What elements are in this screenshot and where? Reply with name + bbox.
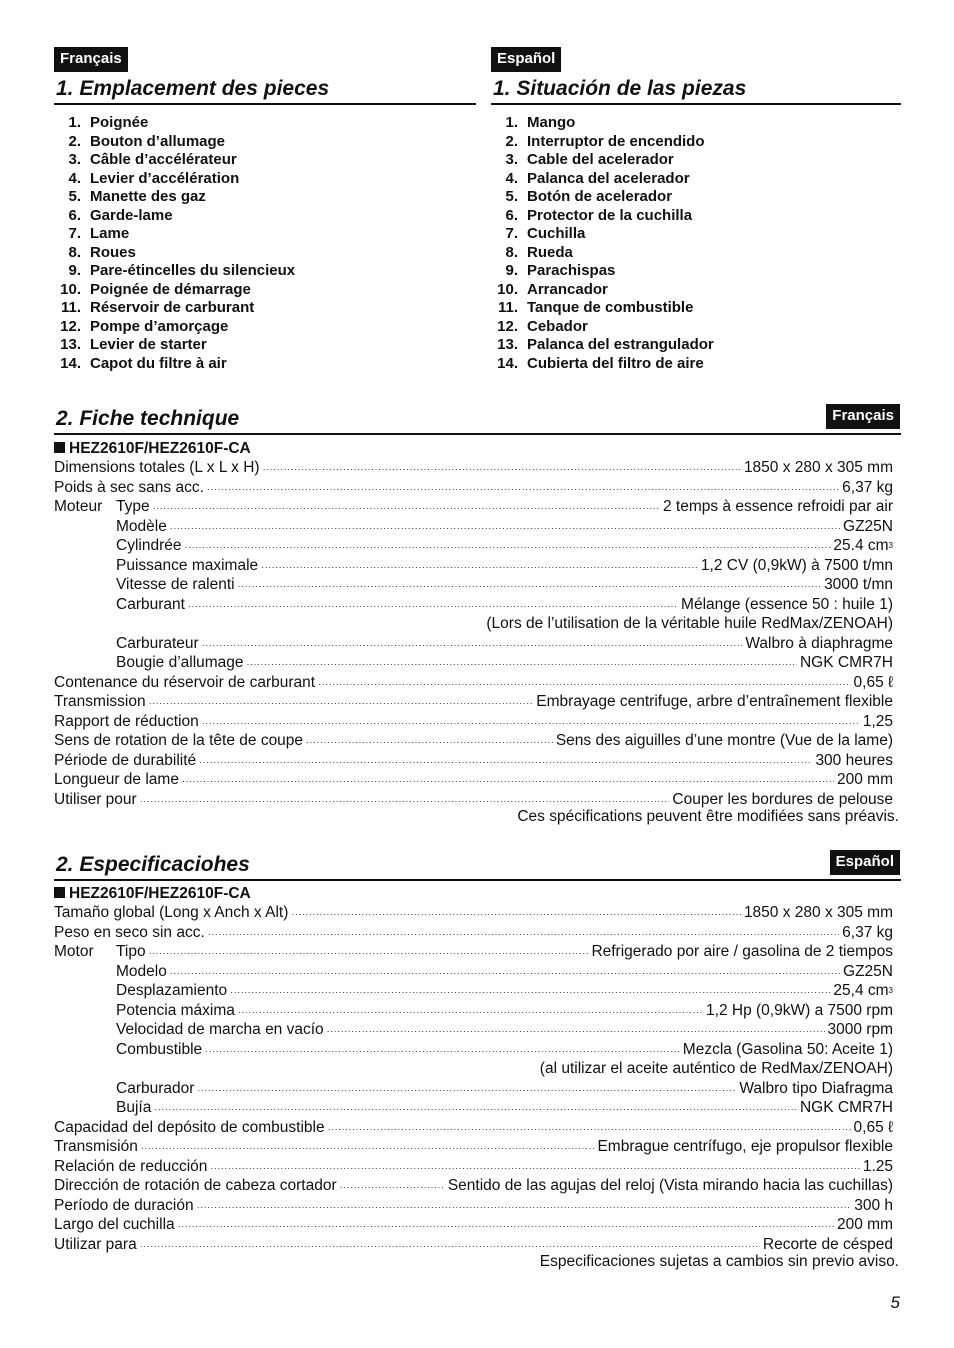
item-number: 2.	[505, 132, 518, 150]
spec-value-text: Sens des aiguilles d’une montre (Vue de la lame)	[555, 732, 893, 749]
spec-label: Dimensions totales (L x L x H)	[54, 459, 260, 476]
spec-value	[842, 478, 893, 498]
dot-leader	[178, 1217, 834, 1237]
spec-value	[706, 1001, 893, 1021]
spec-row	[54, 751, 893, 771]
list-item	[55, 207, 295, 226]
item-label: Palanca del acelerador	[527, 169, 690, 187]
item-number: 3.	[68, 151, 81, 168]
spec-row	[54, 962, 893, 982]
dot-leader	[247, 655, 797, 675]
dot-leader	[340, 1178, 445, 1198]
spec-heading-french: 2. Fiche technique	[56, 407, 240, 430]
spec-row	[54, 614, 893, 634]
spec-row	[54, 634, 893, 654]
item-number: 3.	[505, 151, 518, 168]
item-label: Cuchilla	[527, 225, 586, 242]
item-label: Pompe d’amorçage	[90, 317, 229, 335]
spec-label: Bujía	[116, 1099, 152, 1116]
item-number: 7.	[68, 225, 81, 242]
spec-label: Période de durabilité	[54, 751, 197, 769]
item-number: 7.	[505, 225, 518, 242]
spec-row	[54, 595, 893, 615]
item-number: 12.	[497, 317, 518, 335]
spec-row	[54, 1001, 893, 1021]
spec-value-text: Sentido de las agujas del reloj (Vista mirando hacia las cuchillas)	[447, 1177, 893, 1194]
list-item	[55, 244, 295, 263]
spec-value-text: 2 temps à essence refroidi par air	[662, 498, 893, 515]
spec-row	[54, 458, 893, 478]
item-label: Manette des gaz	[90, 188, 206, 205]
heading-rule	[54, 433, 901, 435]
spec-value-text: Embrayage centrifuge, arbre d’entraînement flexible	[536, 693, 893, 710]
spec-row	[54, 1098, 893, 1118]
item-number: 9.	[505, 262, 518, 279]
superscript: 3	[888, 986, 893, 995]
item-number: 5.	[68, 188, 81, 205]
list-item	[55, 318, 295, 337]
item-label: Tanque de combustible	[527, 299, 694, 316]
spec-row	[54, 517, 893, 537]
heading-rule	[491, 103, 901, 105]
spec-table-french	[54, 458, 893, 809]
spec-heading-spanish: 2. Especificaciohes	[56, 853, 250, 876]
spec-value-text: 1.25	[862, 1157, 893, 1175]
spec-row	[54, 653, 893, 673]
spec-row	[54, 1118, 893, 1138]
spec-row	[54, 1215, 893, 1235]
dot-leader	[149, 944, 589, 964]
spec-row	[54, 556, 893, 576]
language-badge-spanish: Español	[830, 850, 900, 875]
language-badge-spanish: Español	[491, 47, 561, 72]
dot-leader	[202, 636, 743, 656]
spec-group: Motor	[54, 943, 94, 960]
spec-row	[54, 770, 893, 790]
list-item	[492, 225, 714, 244]
spec-label: Tamaño global (Long x Anch x Alt)	[54, 904, 289, 921]
spec-value-text: 1,2 Hp (0,9kW) a 7500 rpm	[706, 1001, 893, 1019]
spec-row	[54, 903, 893, 923]
spec-value-text: 200 mm	[837, 771, 893, 788]
spec-value	[828, 1020, 893, 1040]
spec-label: Transmisión	[54, 1138, 138, 1155]
spec-value	[843, 962, 893, 982]
spec-label: Puissance maximale	[116, 556, 259, 574]
spec-value-text: Refrigerado por aire / gasolina de 2 tiempos	[591, 943, 893, 960]
model-name: HEZ2610F/HEZ2610F-CA	[54, 439, 251, 458]
item-number: 8.	[68, 243, 81, 261]
item-label: Pare-étincelles du silencieux	[90, 262, 296, 279]
list-item	[55, 188, 295, 207]
spec-value-text: Walbro tipo Diafragma	[739, 1079, 893, 1097]
spec-label: Combustible	[116, 1040, 203, 1058]
spec-label: Desplazamiento	[116, 982, 228, 999]
item-number: 14.	[60, 354, 81, 372]
spec-label: Largo del cuchilla	[54, 1216, 175, 1233]
item-number: 6.	[505, 206, 518, 224]
item-number: 1.	[505, 114, 518, 131]
dot-leader	[261, 558, 698, 578]
item-label: Cebador	[527, 317, 588, 335]
spec-value-continued: (Lors de l’utilisation de la véritable huile RedMax/ZENOAH)	[486, 615, 893, 632]
list-item	[492, 151, 714, 170]
spec-value	[739, 1079, 893, 1099]
item-number: 2.	[68, 132, 81, 150]
item-label: Roues	[90, 243, 136, 261]
item-number: 4.	[68, 169, 81, 187]
item-label: Garde-lame	[90, 206, 173, 224]
spec-value	[681, 595, 893, 615]
item-label: Cable del acelerador	[527, 151, 674, 168]
page-number: 5	[890, 1293, 900, 1312]
list-item	[55, 299, 295, 318]
item-number: 12.	[60, 317, 81, 335]
list-item	[55, 170, 295, 189]
spec-value-text: 1,2 CV (0,9kW) à 7500 t/mn	[700, 556, 893, 574]
spec-row	[54, 942, 893, 962]
item-label: Lame	[90, 225, 130, 242]
spec-value	[744, 903, 893, 923]
dot-leader	[141, 1139, 595, 1159]
item-number: 6.	[68, 206, 81, 224]
spec-value-text: Walbro à diaphragme	[745, 634, 893, 652]
spec-value-text: 1850 x 280 x 305 mm	[743, 904, 893, 921]
spec-value	[837, 1215, 893, 1235]
spec-label: Modelo	[116, 962, 167, 980]
superscript: 3	[888, 541, 893, 550]
item-label: Protector de la cuchilla	[527, 206, 693, 224]
list-item	[492, 133, 714, 152]
spec-label: Relación de reducción	[54, 1157, 208, 1175]
spec-value-text: 300 heures	[815, 751, 893, 769]
language-badge-french: Français	[54, 47, 128, 72]
spec-label: Bougie d’allumage	[116, 654, 244, 671]
spec-value	[448, 1176, 893, 1196]
spec-label: Peso en seco sin acc.	[54, 923, 205, 941]
heading-rule	[54, 103, 476, 105]
spec-row	[54, 1020, 893, 1040]
spec-label: Carburant	[116, 595, 185, 613]
spec-value	[663, 497, 893, 517]
item-number: 10.	[60, 280, 81, 298]
dot-leader	[170, 519, 840, 539]
list-item	[492, 114, 714, 133]
spec-label: Carburateur	[116, 634, 199, 652]
spec-note: Ces spécifications peuvent être modifiées sans préavis.	[517, 808, 899, 825]
dot-leader	[149, 694, 534, 714]
spec-label: Potencia máxima	[116, 1001, 235, 1019]
item-label: Palanca del estrangulador	[527, 336, 714, 353]
item-number: 10.	[497, 280, 518, 298]
spec-label: Tipo	[116, 943, 146, 960]
list-item	[55, 262, 295, 281]
spec-row	[54, 731, 893, 751]
spec-value-text: 1850 x 280 x 305 mm	[743, 459, 893, 476]
item-number: 4.	[505, 169, 518, 187]
spec-label: Sens de rotation de la tête de coupe	[54, 732, 304, 749]
spec-row	[54, 478, 893, 498]
dot-leader	[291, 905, 741, 925]
spec-row	[54, 1196, 893, 1216]
list-item	[55, 225, 295, 244]
item-number: 9.	[68, 262, 81, 279]
spec-value-text: Mezcla (Gasolina 50: Aceite 1)	[682, 1040, 893, 1058]
spec-label: Rapport de réduction	[54, 712, 199, 730]
item-number: 11.	[497, 299, 518, 316]
spec-label: Type	[116, 498, 150, 515]
spec-label: Modèle	[116, 517, 167, 535]
spec-row	[54, 575, 893, 595]
list-item	[492, 318, 714, 337]
spec-value-text: Recorte de césped	[762, 1235, 893, 1253]
list-item	[55, 114, 295, 133]
spec-value	[863, 712, 893, 732]
list-item	[55, 336, 295, 355]
spec-value	[800, 653, 893, 673]
spec-value	[842, 923, 893, 943]
item-label: Réservoir de carburant	[90, 299, 255, 316]
item-number: 1.	[68, 114, 81, 131]
spec-value	[833, 981, 893, 1001]
spec-row	[54, 692, 893, 712]
spec-label: Cylindrée	[116, 537, 182, 554]
spec-value-text: 6,37 kg	[842, 478, 893, 496]
heading-rule	[54, 879, 901, 881]
spec-row	[54, 923, 893, 943]
spec-label: Velocidad de marcha en vacío	[116, 1021, 324, 1038]
list-item	[492, 244, 714, 263]
spec-label: Capacidad del depósito de combustible	[54, 1118, 325, 1136]
spec-row	[54, 1137, 893, 1157]
spec-row	[54, 1176, 893, 1196]
item-label: Câble d’accélérateur	[90, 151, 237, 168]
list-item	[492, 281, 714, 300]
list-item	[492, 188, 714, 207]
spec-value-text: NGK CMR7H	[799, 654, 893, 671]
list-item	[492, 207, 714, 226]
item-label: Arrancador	[527, 280, 608, 298]
spec-value	[854, 1196, 893, 1216]
list-item	[492, 355, 714, 374]
spec-row	[54, 497, 893, 517]
spec-value-text: 25.4 cm	[833, 537, 889, 554]
spec-value	[854, 1118, 893, 1138]
spec-table-spanish	[54, 903, 893, 1254]
item-label: Poignée de démarrage	[90, 280, 251, 298]
list-item	[492, 262, 714, 281]
spec-row	[54, 536, 893, 556]
parts-heading-french: 1. Emplacement des pieces	[56, 77, 330, 100]
spec-row	[54, 1079, 893, 1099]
item-label: Parachispas	[527, 262, 616, 279]
item-label: Rueda	[527, 243, 573, 261]
spec-note: Especificaciones sujetas a cambios sin previo aviso.	[539, 1253, 899, 1270]
item-label: Levier d’accélération	[90, 169, 240, 187]
dot-leader	[197, 1081, 736, 1101]
spec-label: Longueur de lame	[54, 771, 179, 788]
spec-value	[744, 458, 893, 478]
spec-label: Utiliser pour	[54, 790, 137, 808]
spec-row	[54, 1040, 893, 1060]
list-item	[55, 355, 295, 374]
spec-row	[54, 1157, 893, 1177]
list-item	[55, 151, 295, 170]
spec-row	[54, 1059, 893, 1079]
spec-value-continued: (al utilizar el aceite auténtico de RedMax/ZENOAH)	[539, 1060, 893, 1077]
list-item	[55, 133, 295, 152]
spec-row	[54, 981, 893, 1001]
spec-value-text: 6,37 kg	[842, 923, 893, 941]
spec-label: Utilizar para	[54, 1235, 137, 1253]
parts-heading-spanish: 1. Situación de las piezas	[493, 77, 747, 100]
spec-value-text: 25,4 cm	[833, 982, 889, 999]
spec-value	[837, 770, 893, 790]
item-label: Bouton d’allumage	[90, 132, 225, 150]
dot-leader	[153, 499, 660, 519]
spec-value	[591, 942, 893, 962]
item-label: Capot du filtre à air	[90, 354, 227, 372]
dot-leader	[306, 733, 553, 753]
item-number: 14.	[497, 354, 518, 372]
spec-value	[701, 556, 893, 576]
square-bullet-icon	[54, 887, 65, 898]
spec-value	[597, 1137, 893, 1157]
spec-label: Poids à sec sans acc.	[54, 478, 204, 496]
list-item	[492, 170, 714, 189]
item-number: 13.	[497, 336, 518, 353]
spec-value	[824, 575, 893, 595]
spec-value-text: NGK CMR7H	[799, 1099, 893, 1116]
item-number: 11.	[60, 299, 81, 316]
spec-value	[833, 536, 893, 556]
spec-value-text: GZ25N	[843, 517, 893, 535]
spec-value-text: 1,25	[862, 712, 893, 730]
item-label: Botón de acelerador	[527, 188, 673, 205]
item-label: Mango	[527, 114, 576, 131]
spec-value	[683, 1040, 893, 1060]
spec-label: Transmission	[54, 693, 146, 710]
spec-value-text: 300 h	[854, 1196, 893, 1214]
spec-group: Moteur	[54, 498, 103, 515]
item-label: Levier de starter	[90, 336, 207, 353]
spec-row	[54, 673, 893, 693]
spec-value	[800, 1098, 893, 1118]
spec-label: Período de duración	[54, 1196, 194, 1214]
list-item	[492, 299, 714, 318]
spec-value-text: GZ25N	[843, 962, 893, 980]
item-number: 13.	[60, 336, 81, 353]
spec-value-text: 0,65 ℓ	[853, 673, 893, 691]
dot-leader	[199, 753, 812, 773]
spec-value-text: Mélange (essence 50 : huile 1)	[681, 595, 893, 613]
spec-label: Vitesse de ralenti	[116, 576, 235, 593]
spec-value-text: 3000 rpm	[827, 1021, 893, 1038]
spec-value	[815, 751, 893, 771]
spec-label: Carburador	[116, 1079, 195, 1097]
square-bullet-icon	[54, 442, 65, 453]
spec-row	[54, 712, 893, 732]
spec-value	[745, 634, 893, 654]
dot-leader	[197, 1198, 852, 1218]
dot-leader	[263, 460, 741, 480]
item-label: Interruptor de encendido	[527, 132, 705, 150]
parts-list-french	[55, 114, 295, 373]
model-name: HEZ2610F/HEZ2610F-CA	[54, 884, 251, 903]
parts-list-spanish	[492, 114, 714, 373]
spec-value-text: 3000 t/mn	[824, 576, 893, 593]
spec-value	[863, 1157, 893, 1177]
spec-value	[536, 692, 893, 712]
list-item	[55, 281, 295, 300]
list-item	[492, 336, 714, 355]
item-label: Cubierta del filtro de aire	[527, 354, 704, 372]
language-badge-french: Français	[826, 404, 900, 429]
spec-value	[843, 517, 893, 537]
item-number: 5.	[505, 188, 518, 205]
spec-value-text: 0,65 ℓ	[853, 1118, 893, 1136]
spec-label: Contenance du réservoir de carburant	[54, 673, 316, 691]
dot-leader	[170, 964, 840, 984]
spec-value	[556, 731, 893, 751]
spec-value-text: 200 mm	[837, 1216, 893, 1233]
spec-value	[854, 673, 893, 693]
spec-label: Dirección de rotación de cabeza cortador	[54, 1177, 337, 1194]
item-label: Poignée	[90, 114, 149, 131]
spec-value-text: Couper les bordures de pelouse	[672, 790, 893, 808]
spec-value-text: Embrague centrífugo, eje propulsor flexible	[597, 1138, 893, 1155]
item-number: 8.	[505, 243, 518, 261]
